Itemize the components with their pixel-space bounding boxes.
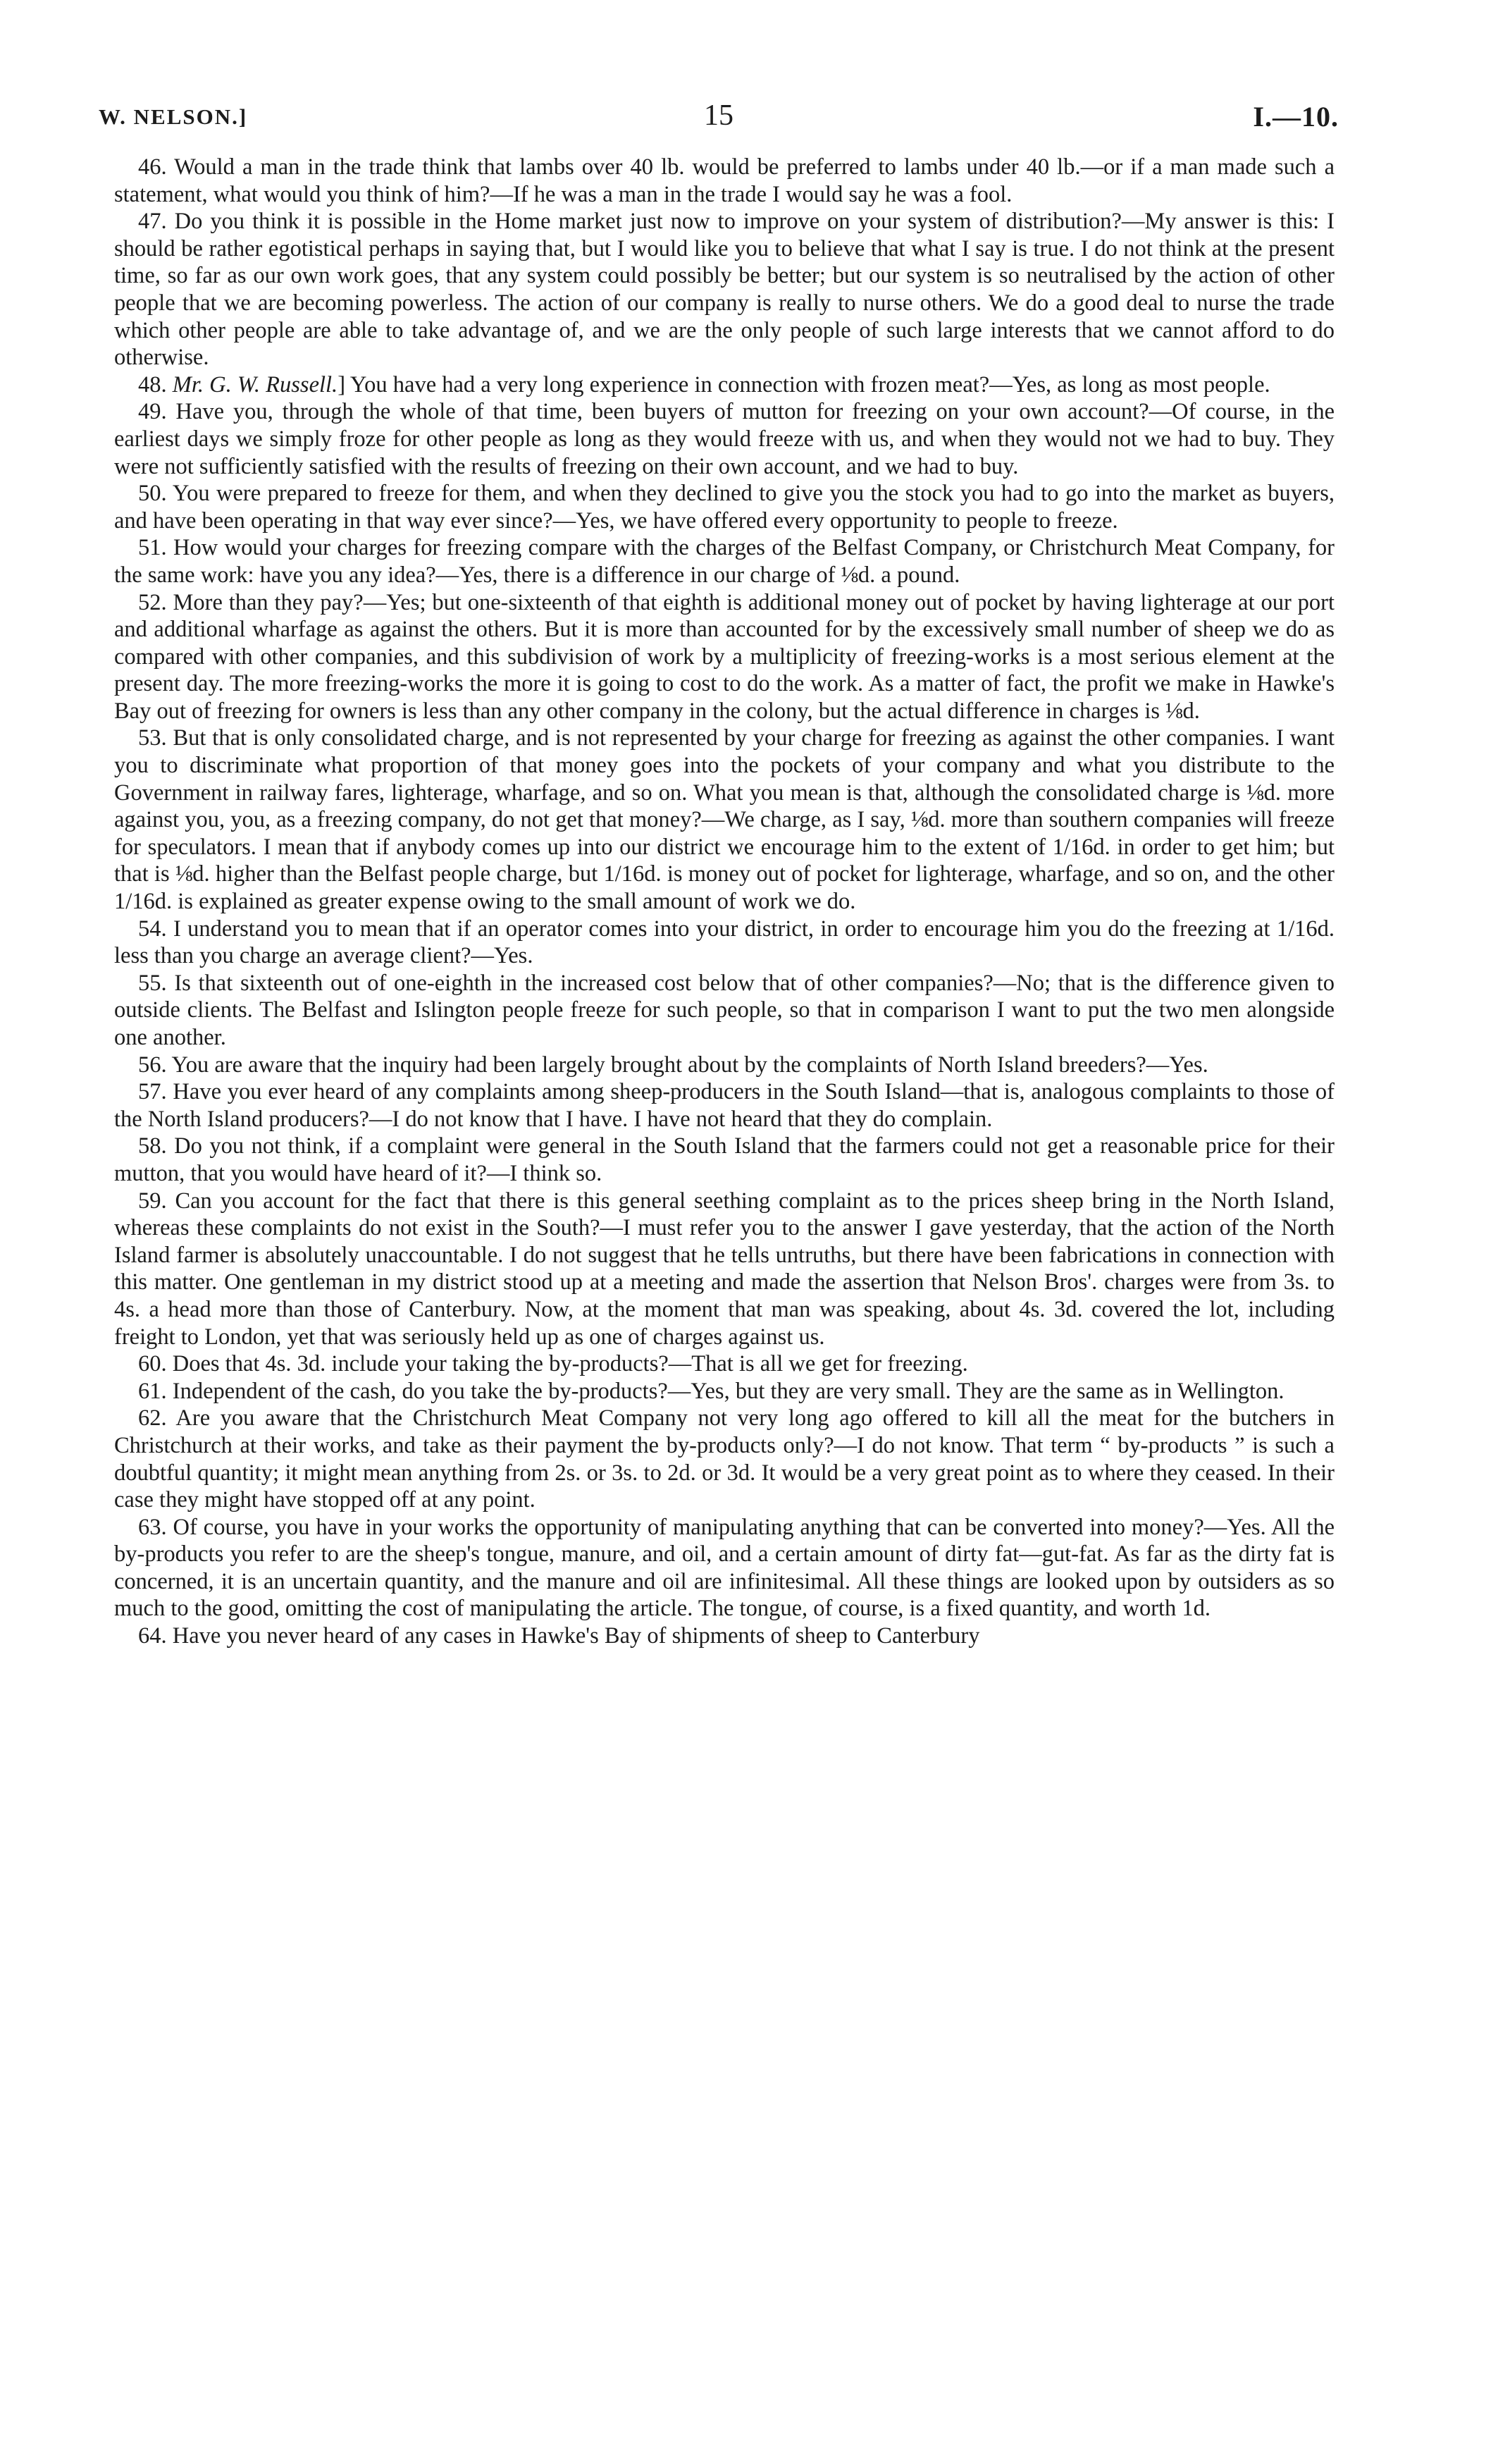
- paragraph-54: [114, 916, 1335, 970]
- paragraph-64: [114, 1622, 1335, 1650]
- paragraph-text: 58. Do you not think, if a complaint were general in the South Island that the farmers could not get a reasonable price for their mutton, that you would have heard of it?—I think so.: [114, 1133, 1335, 1186]
- paragraph-text: 63. Of course, you have in your works the opportunity of manipulating anything that can be converted into money?—Yes. All the by-products you refer to are the sheep's tongue, manure, and oil, and a certain amount of dirty fat—gut-fat. As far as the dirty fat is concerned, it is an uncertain quantity, and the manure and oil are infinitesimal. All these things are looked upon by outsiders as so much to the good, omitting the cost of manipulating the article. The tongue, of course, is a fixed quantity, and worth 1d.: [114, 1514, 1335, 1622]
- paragraph-text: 49. Have you, through the whole of that time, been buyers of mutton for freezing on your own account?—Of course, in the earliest days we simply froze for other people as long as they would freeze with us, and when they would not we had to buy. They were not sufficiently satisfied with the results of freezing on their own account, and we had to buy.: [114, 399, 1335, 479]
- paragraph-text: 50. You were prepared to freeze for them, and when they declined to give you the stock you had to go into the market as buyers, and have been operating in that way ever since?—Yes, we have offered every opportunity to people to freeze.: [114, 481, 1335, 534]
- paragraph-47: [114, 208, 1335, 371]
- paragraph-number: 48.: [138, 371, 173, 398]
- paragraph-61: [114, 1378, 1335, 1405]
- paragraph-50: [114, 480, 1335, 534]
- paragraph-text: 60. Does that 4s. 3d. include your taking the by-products?—That is all we get for freezing.: [138, 1351, 968, 1377]
- paragraph-60: [114, 1350, 1335, 1378]
- paragraph-53: [114, 725, 1335, 915]
- paragraph-58: [114, 1133, 1335, 1187]
- paragraph-text: 59. Can you account for the fact that there is this general seething complaint as to the prices sheep bring in the North Island, whereas these complaints do not exist in the South?—I must refer you to the answer I gave yesterday, that the action of the North Island farmer is absolutely unaccountable. I do not suggest that he tells untruths, but there have been fabrications in connection with this matter. One gentleman in my district stood up at a meeting and made the assertion that Nelson Bros'. charges were from 3s. to 4s. a head more than those of Canterbury. Now, at the moment that man was speaking, about 4s. 3d. covered the lot, including freight to London, yet that was seriously held up as one of charges against us.: [114, 1188, 1335, 1350]
- paragraph-48: [114, 371, 1335, 399]
- paragraph-text: 56. You are aware that the inquiry had been largely brought about by the complaints of North Island breeders?—Yes.: [138, 1052, 1208, 1078]
- paragraph-text: 55. Is that sixteenth out of one-eighth in the increased cost below that of other companies?—No; that is the difference given to outside clients. The Belfast and Islington people freeze for such people, so that in comparison I want to put the two men alongside one another.: [114, 970, 1335, 1050]
- paragraph-59: [114, 1188, 1335, 1351]
- paragraph-text: 53. But that is only consolidated charge, and is not represented by your charge for freezing as against the other companies. I want you to discriminate what proportion of that money goes into the pockets of your company and what you distribute to the Government in railway fares, lighterage, wharfage, and so on. What you mean is that, although the consolidated charge is ⅛d. more against you, you, as a freezing company, do not get that money?—We charge, as I say, ⅛d. more than southern companies will freeze for speculators. I mean that if anybody comes up into our district we encourage him to the extent of 1/16d. in order to get him; but that is ⅛d. higher than the Belfast people charge, but 1/16d. is money out of pocket for lighterage, wharfage, and so on, and the other 1/16d. is explained as greater expense owing to the small amount of work we do.: [114, 725, 1335, 915]
- paragraph-57: [114, 1078, 1335, 1133]
- paragraph-49: [114, 398, 1335, 480]
- page-number: 15: [704, 99, 733, 132]
- paragraph-text: 57. Have you ever heard of any complaints among sheep-producers in the South Island—that is, analogous complaints to those of the North Island producers?—I do not know that I have. I have not heard that they do complain.: [114, 1079, 1335, 1132]
- paragraph-46: [114, 154, 1335, 208]
- paragraph-text: 51. How would your charges for freezing compare with the charges of the Belfast Company, or Christchurch Meat Company, for the same work: have you any idea?—Yes, there is a difference in our charge of ⅛d. a pound.: [114, 535, 1335, 588]
- speaker-name: Mr. G. W. Russell.: [172, 371, 338, 398]
- paragraph-text: 54. I understand you to mean that if an operator comes into your district, in order to encourage him you do the freezing at 1/16d. less than you charge an average client?—Yes.: [114, 916, 1335, 969]
- paragraph-text: 61. Independent of the cash, do you take the by-products?—Yes, but they are very small. They are the same as in Wellington.: [138, 1378, 1285, 1404]
- witness-name: W. NELSON.]: [99, 104, 248, 129]
- testimony-body: [114, 154, 1335, 1650]
- paragraph-text: 46. Would a man in the trade think that lambs over 40 lb. would be preferred to lambs under 40 lb.—or if a man made such a statement, what would you think of him?—If he was a man in the trade I would say he was a fool.: [114, 154, 1335, 207]
- paragraph-52: [114, 589, 1335, 725]
- page-header: [99, 99, 1339, 141]
- paragraph-text: 62. Are you aware that the Christchurch Meat Company not very long ago offered to kill all the meat for the butchers in Christchurch at their works, and take as their payment the by-products only?—I do not know. That term “ by-products ” is such a doubtful quantity; it might mean anything from 2s. or 3s. to 2d. or 3d. It would be a very great point as to where they ceased. In their case they might have stopped off at any point.: [114, 1405, 1335, 1513]
- paragraph-63: [114, 1514, 1335, 1622]
- paragraph-text: ] You have had a very long experience in connection with frozen meat?—Yes, as long as most people.: [338, 371, 1270, 398]
- paragraph-text: 64. Have you never heard of any cases in Hawke's Bay of shipments of sheep to Canterbury: [138, 1623, 980, 1649]
- paragraph-51: [114, 534, 1335, 589]
- paper-reference: I.—10.: [1253, 101, 1339, 133]
- paragraph-text: 47. Do you think it is possible in the Home market just now to improve on your system of distribution?—My answer is this: I should be rather egotistical perhaps in saying that, but I would like you to believe that what I say is true. I do not think at the present time, so far as our own work goes, that any system could possibly be better; but our system is so neutralised by the action of other people that we are becoming powerless. The action of our company is really to nurse others. We do a good deal to nurse the trade which other people are able to take advantage of, and we are the only people of such large interests that we cannot afford to do otherwise.: [114, 209, 1335, 371]
- paragraph-56: [114, 1052, 1335, 1079]
- paragraph-text: 52. More than they pay?—Yes; but one-sixteenth of that eighth is additional money out of pocket by having lighterage at our port and additional wharfage as against the others. But it is more than accounted for by the excessively small number of sheep we do as compared with other companies, and this subdivision of work by a multiplicity of freezing-works is a most serious element at the present day. The more freezing-works the more it is going to cost to do the work. As a matter of fact, the profit we make in Hawke's Bay out of freezing for owners is less than any other company in the colony, but the actual difference in charges is ⅛d.: [114, 589, 1335, 724]
- paragraph-62: [114, 1405, 1335, 1513]
- paragraph-55: [114, 970, 1335, 1052]
